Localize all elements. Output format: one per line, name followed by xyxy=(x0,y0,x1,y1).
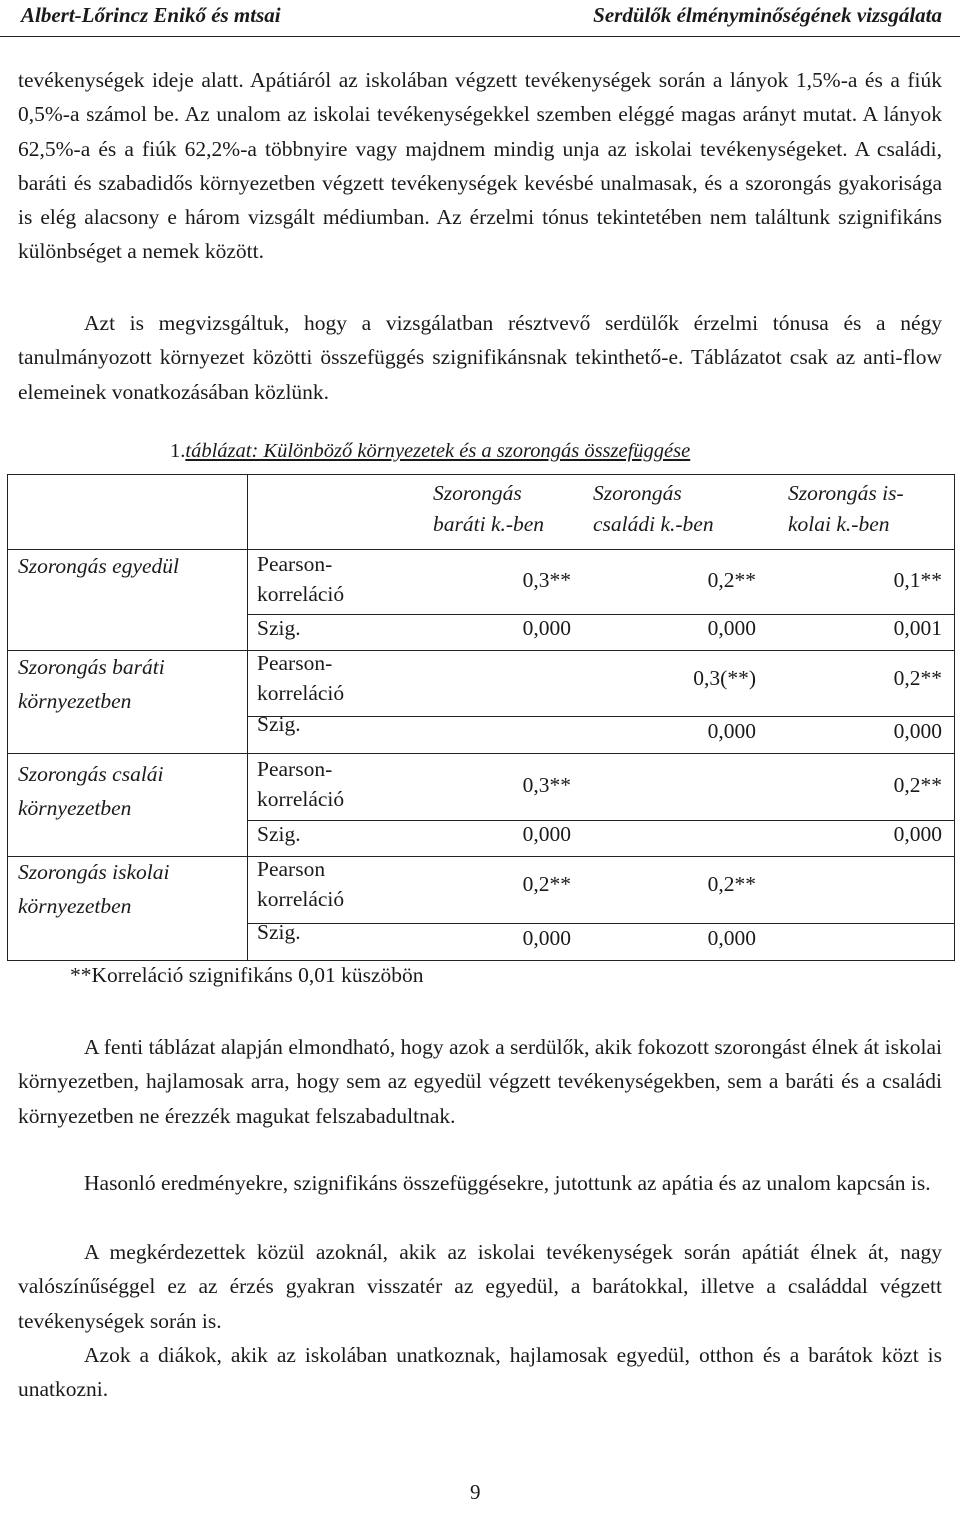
sig-r2-csaladi: 0,000 xyxy=(707,719,756,743)
table-caption-text: táblázat: Különböző környezetek és a szorongás összefüggése xyxy=(185,440,691,462)
paragraph-1: tevékenységek ideje alatt. Apátiáról az iskolában végzett tevékenységek során a lányok 1,5%-a és a fiúk 0,5%-a számol be. Az unalom az iskolai tevékenységekkel szemben eléggé magas arányt mutat. A lányok 62,5%-a és a fiúk 62,2%-a többnyire vagy majdnem mindig unja az iskolai tevékenységeket. A családi, baráti és szabadidős környezetben végzett tevékenységek kevésbé unalmasak, és a szorongás gyakorisága is elég alacsony e három vizsgált médiumban. Az érzelmi tónus tekintetében nem találtunk szignifikáns különbséget a nemek között. xyxy=(18,68,942,264)
sig-r1-csaladi: 0,000 xyxy=(707,616,756,640)
row-label-iskolai: Szorongás iskolai környezetben xyxy=(18,860,170,918)
col-header-barati: Szorongás baráti k.-ben xyxy=(433,481,545,536)
value-r1-iskolai: 0,1** xyxy=(893,568,942,592)
row-label-barati: Szorongás baráti környezetben xyxy=(18,655,165,713)
table-footnote: **Korreláció szignifikáns 0,01 küszöbön xyxy=(70,963,424,987)
header-authors: Albert-Lőrincz Enikő és mtsai xyxy=(21,3,281,27)
sig-r4-barati: 0,000 xyxy=(522,926,571,950)
sig-r3-barati: 0,000 xyxy=(522,822,571,846)
table-subrow-rule xyxy=(247,716,955,717)
sig-r3-iskolai: 0,000 xyxy=(893,822,942,846)
header-title: Serdülők élményminőségének vizsgálata xyxy=(593,3,942,27)
stat-pearson: Pearson korreláció xyxy=(257,857,345,911)
table-column-rule xyxy=(247,474,248,961)
col-header-csaladi: Szorongás családi k.-ben xyxy=(593,481,714,536)
sig-r1-iskolai: 0,001 xyxy=(893,616,942,640)
page-number: 9 xyxy=(470,1480,481,1504)
value-r3-barati: 0,3** xyxy=(522,773,571,797)
correlation-table xyxy=(7,474,955,961)
sig-r1-barati: 0,000 xyxy=(522,616,571,640)
paragraph-2: Azt is megvizsgáltuk, hogy a vizsgálatban résztvevő serdülők érzelmi tónusa és a négy tanulmányozott környezet közötti összefüggés szignifikánsnak tekinthető-e. Táblázatot csak az anti-flow elemeinek vonatkozásában közlünk. xyxy=(18,311,942,404)
paragraph-3: A fenti táblázat alapján elmondható, hogy azok a serdülők, akik fokozott szorongást élnek át iskolai környezetben, hajlamosak arra, hogy sem az egyedül végzett tevékenységekben, sem a baráti és a családi környezetben ne érezzék magukat felszabadultnak. xyxy=(18,1035,942,1128)
stat-szig: Szig. xyxy=(257,712,301,736)
value-r2-iskolai: 0,2** xyxy=(893,666,942,690)
table-caption-number: 1. xyxy=(170,440,186,462)
row-label-egyedul: Szorongás egyedül xyxy=(18,554,180,578)
paragraph-6: Azok a diákok, akik az iskolában unatkoznak, hajlamosak egyedül, otthon és a barátok közt is unatkozni. xyxy=(18,1343,942,1402)
value-r3-iskolai: 0,2** xyxy=(893,773,942,797)
paragraph-4: Hasonló eredményekre, szignifikáns összefüggésekre, jutottunk az apátia és az unalom kapcsán is. xyxy=(84,1171,931,1195)
table-subrow-rule xyxy=(247,820,955,821)
value-r4-barati: 0,2** xyxy=(522,872,571,896)
col-header-iskolai: Szorongás is- kolai k.-ben xyxy=(788,481,904,536)
value-r1-csaladi: 0,2** xyxy=(707,568,756,592)
row-label-csaladi: Szorongás csalái környezetben xyxy=(18,762,164,820)
value-r2-csaladi: 0,3(**) xyxy=(693,666,756,690)
running-header xyxy=(0,0,960,37)
stat-pearson: Pearson- korreláció xyxy=(257,552,345,606)
table-row-rule xyxy=(7,753,955,754)
stat-szig: Szig. xyxy=(257,920,301,944)
table-caption xyxy=(170,440,690,463)
table-header-rule xyxy=(7,549,955,550)
table-subrow-rule xyxy=(247,614,955,615)
value-r1-barati: 0,3** xyxy=(522,568,571,592)
sig-r2-iskolai: 0,000 xyxy=(893,719,942,743)
stat-pearson: Pearson- korreláció xyxy=(257,757,345,811)
stat-szig: Szig. xyxy=(257,822,301,846)
stat-szig: Szig. xyxy=(257,616,301,640)
table-subrow-rule xyxy=(247,923,955,924)
stat-pearson: Pearson- korreláció xyxy=(257,651,345,705)
sig-r4-csaladi: 0,000 xyxy=(707,926,756,950)
paragraph-5: A megkérdezettek közül azoknál, akik az iskolai tevékenységek során apátiát élnek át, nagy valószínűséggel ez az érzés gyakran visszatér az egyedül, a barátokkal, illetve a családdal végzett tevékenységek során is. xyxy=(18,1240,942,1333)
value-r4-csaladi: 0,2** xyxy=(707,872,756,896)
